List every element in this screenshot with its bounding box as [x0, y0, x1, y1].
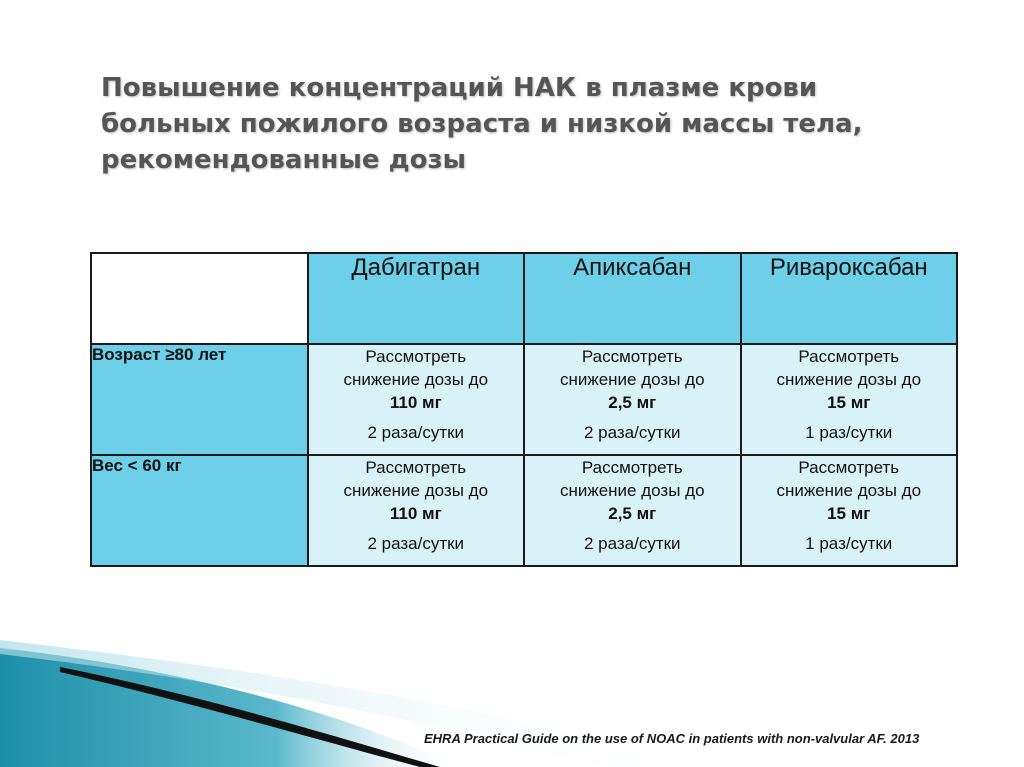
title-line-2: больных пожилого возраста и низкой массы тела,	[101, 109, 863, 139]
cell-frequency: 2 раза/сутки	[367, 423, 465, 442]
citation: EHRA Practical Guide on the use of NOAC in patients with non-valvular AF. 2013	[424, 731, 920, 746]
cell-frequency: 1 раз/сутки	[805, 423, 893, 442]
title-line-1: Повышение концентраций НАК в плазме крови	[101, 73, 818, 103]
cell-dose: 15 мг	[827, 504, 871, 523]
dose-cell	[741, 455, 958, 566]
cell-text: Рассмотреть	[581, 458, 683, 477]
cell-text: снижение дозы до	[776, 481, 922, 500]
cell-text: снижение дозы до	[559, 370, 705, 389]
cell-text: Рассмотреть	[798, 347, 900, 366]
cell-frequency: 2 раза/сутки	[367, 534, 465, 553]
cell-text: Рассмотреть	[365, 347, 467, 366]
cell-dose: 2,5 мг	[608, 504, 657, 523]
table-row	[91, 344, 957, 455]
title-line-3: рекомендованные дозы	[101, 145, 467, 175]
cell-text: снижение дозы до	[559, 481, 705, 500]
row-header-age: Возраст ≥80 лет	[91, 344, 308, 455]
cell-dose: 15 мг	[827, 393, 871, 412]
cell-text: Рассмотреть	[365, 458, 467, 477]
cell-frequency: 1 раз/сутки	[805, 534, 893, 553]
dose-table	[90, 252, 958, 567]
cell-frequency: 2 раза/сутки	[583, 423, 681, 442]
slide-title	[101, 70, 921, 178]
table-header-row	[91, 253, 957, 344]
column-header-rivaroxaban: Ривароксабан	[741, 253, 958, 344]
cell-dose: 110 мг	[389, 504, 442, 523]
column-header-apixaban: Апиксабан	[524, 253, 741, 344]
cell-dose: 110 мг	[389, 393, 442, 412]
dose-cell	[524, 344, 741, 455]
column-header-dabigatran: Дабигатран	[308, 253, 525, 344]
cell-text: снижение дозы до	[343, 481, 489, 500]
cell-text: снижение дозы до	[776, 370, 922, 389]
cell-frequency: 2 раза/сутки	[583, 534, 681, 553]
cell-text: снижение дозы до	[343, 370, 489, 389]
dose-cell	[524, 455, 741, 566]
table-corner-cell	[91, 253, 308, 344]
decorative-swoosh	[0, 640, 1024, 767]
dose-cell	[741, 344, 958, 455]
cell-text: Рассмотреть	[798, 458, 900, 477]
table-row	[91, 455, 957, 566]
dose-cell	[308, 455, 525, 566]
cell-dose: 2,5 мг	[608, 393, 657, 412]
dose-cell	[308, 344, 525, 455]
cell-text: Рассмотреть	[581, 347, 683, 366]
row-header-weight: Вес < 60 кг	[91, 455, 308, 566]
